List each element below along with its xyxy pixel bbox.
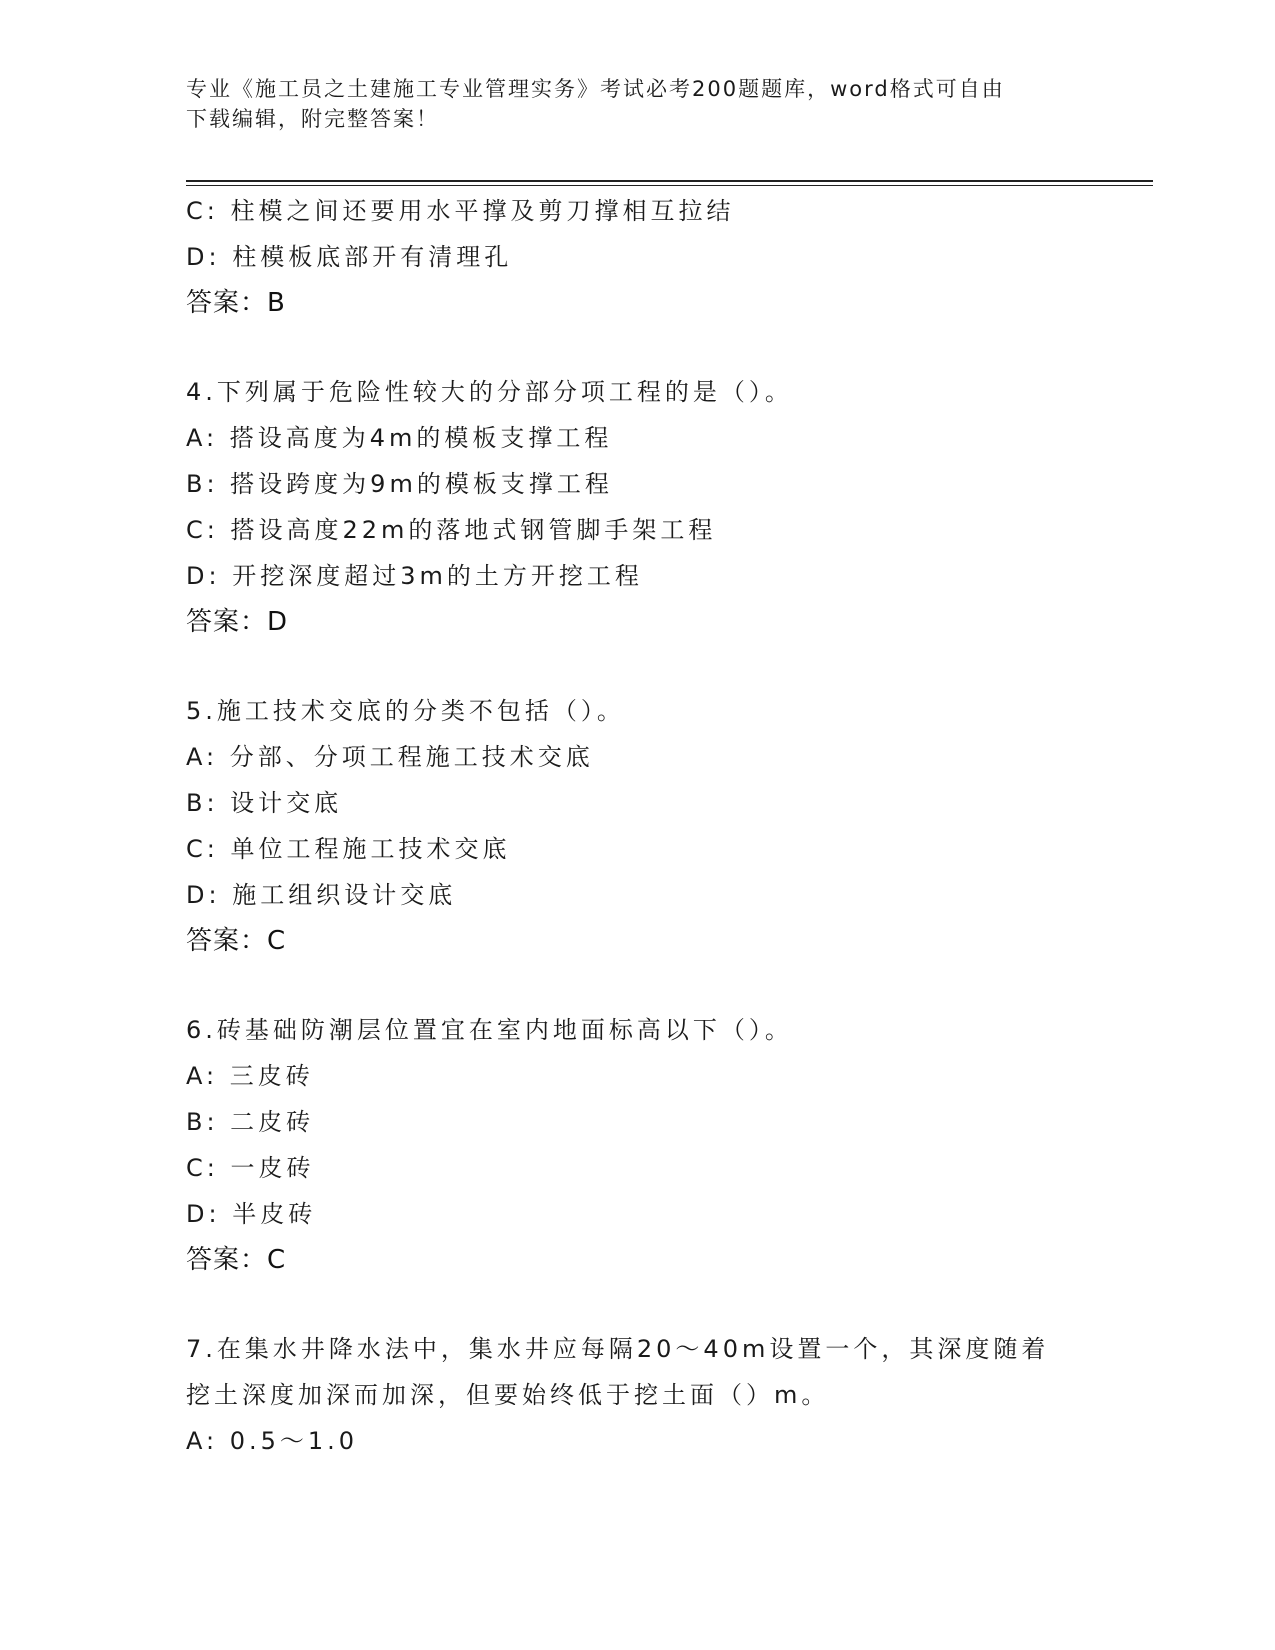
spacer [186, 645, 1066, 688]
question-partial [186, 188, 1066, 326]
question-stem-line-2: 挖土深度加深而加深，但要始终低于挖土面（）m。 [186, 1381, 830, 1409]
option-a: A: 0.5～1.0 [186, 1427, 359, 1455]
option-a: A: 搭设高度为4m的模板支撑工程 [186, 424, 613, 452]
answer-line: 答案：C [186, 1245, 287, 1275]
option-b: B: 搭设跨度为9m的模板支撑工程 [186, 470, 613, 498]
spacer [186, 326, 1066, 369]
option-a: A: 分部、分项工程施工技术交底 [186, 743, 594, 771]
option-c: C: 柱模之间还要用水平撑及剪刀撑相互拉结 [186, 197, 735, 225]
question-stem: 6.砖基础防潮层位置宜在室内地面标高以下（）。 [186, 1016, 793, 1044]
option-d: D: 柱模板底部开有清理孔 [186, 243, 513, 271]
spacer [186, 1283, 1066, 1326]
question-list [186, 188, 1066, 1464]
question-7 [186, 1326, 1066, 1464]
answer-line: 答案：C [186, 926, 287, 956]
question-6 [186, 1007, 1066, 1283]
question-4 [186, 369, 1066, 645]
option-c: C: 单位工程施工技术交底 [186, 835, 511, 863]
option-d: D: 施工组织设计交底 [186, 881, 457, 909]
answer-line: 答案：D [186, 607, 289, 637]
option-c: C: 搭设高度22m的落地式钢管脚手架工程 [186, 516, 717, 544]
question-stem: 4.下列属于危险性较大的分部分项工程的是（）。 [186, 378, 793, 406]
header-line-1: 专业《施工员之土建施工专业管理实务》考试必考200题题库，word格式可自由 [186, 77, 1005, 101]
option-b: B: 二皮砖 [186, 1108, 315, 1136]
header-divider-thick [186, 180, 1153, 182]
header-divider-thin [186, 185, 1153, 186]
spacer [186, 964, 1066, 1007]
header-line-2: 下载编辑，附完整答案！ [186, 107, 439, 131]
question-5 [186, 688, 1066, 964]
option-d: D: 开挖深度超过3m的土方开挖工程 [186, 562, 643, 590]
option-a: A: 三皮砖 [186, 1062, 314, 1090]
document-header [186, 74, 1066, 134]
option-c: C: 一皮砖 [186, 1154, 315, 1182]
question-stem-line-1: 7.在集水井降水法中，集水井应每隔20～40m设置一个，其深度随着 [186, 1335, 1050, 1363]
option-d: D: 半皮砖 [186, 1200, 317, 1228]
question-stem: 5.施工技术交底的分类不包括（）。 [186, 697, 625, 725]
option-b: B: 设计交底 [186, 789, 343, 817]
answer-line: 答案：B [186, 288, 286, 318]
